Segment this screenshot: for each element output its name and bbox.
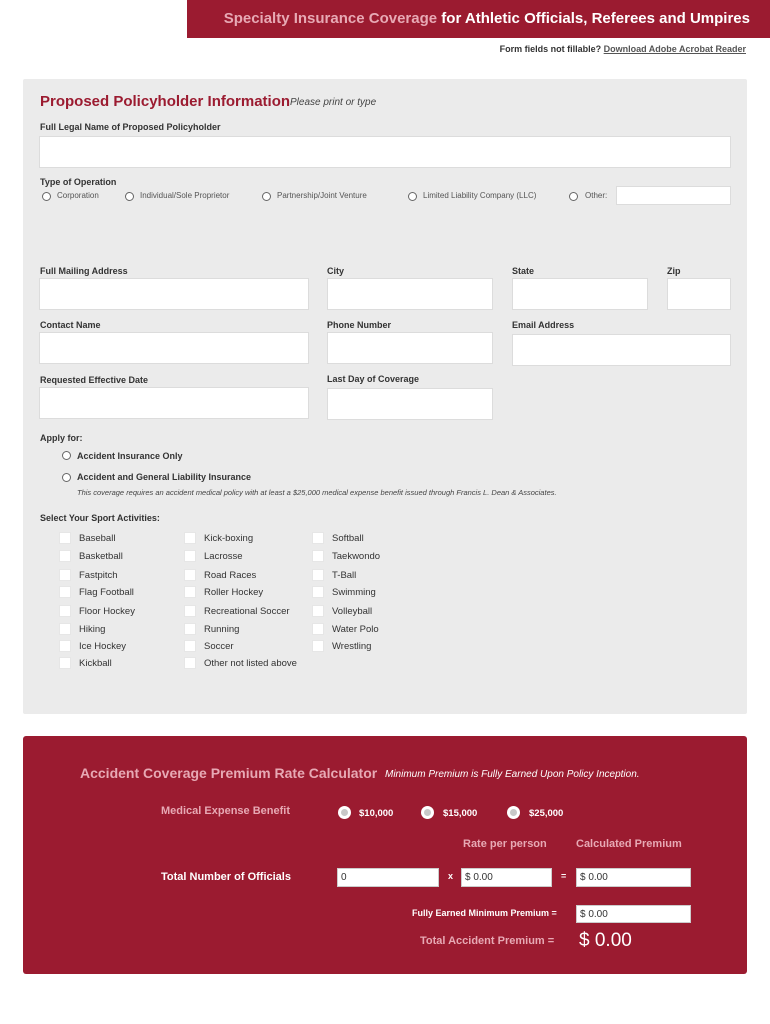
sport-label: Roller Hockey — [204, 587, 264, 598]
download-acrobat-link[interactable]: Download Adobe Acrobat Reader — [603, 44, 746, 54]
total-premium-value: $ 0.00 — [579, 930, 632, 951]
fillable-note-text: Form fields not fillable? — [499, 44, 602, 54]
sport-label: Floor Hockey — [79, 605, 135, 617]
sport-label: Road Races — [204, 570, 257, 581]
sport-label: Kickball — [79, 658, 112, 669]
sport-label: Fastpitch — [79, 570, 118, 581]
operation-radio-llc[interactable] — [408, 192, 417, 201]
sport-item — [312, 569, 422, 583]
sport-item — [184, 623, 314, 637]
sports-label: Select Your Sport Activities: — [40, 513, 160, 523]
sport-item — [59, 569, 179, 583]
sport-checkbox[interactable] — [312, 532, 324, 544]
sport-item — [59, 550, 179, 564]
sport-item — [312, 605, 422, 619]
sport-checkbox[interactable] — [312, 586, 324, 598]
sport-checkbox[interactable] — [184, 605, 196, 617]
legal-name-input[interactable] — [39, 136, 731, 168]
email-label: Email Address — [512, 320, 575, 330]
title-part-officials: for Athletic Officials, Referees and Umpires — [437, 10, 750, 27]
sport-label: Ice Hockey — [79, 641, 126, 652]
sport-label: T-Ball — [332, 570, 357, 581]
operation-option-label: Individual/Sole Proprietor — [140, 191, 230, 200]
sport-item — [184, 550, 314, 564]
operation-label: Type of Operation — [40, 177, 117, 187]
sport-checkbox[interactable] — [184, 550, 196, 562]
min-premium-label: Fully Earned Minimum Premium = — [412, 908, 557, 918]
sport-item — [184, 605, 314, 619]
sport-checkbox[interactable] — [312, 640, 324, 652]
sport-item — [59, 586, 179, 600]
sport-checkbox[interactable] — [59, 623, 71, 635]
sport-item — [184, 532, 314, 546]
benefit-label: Medical Expense Benefit — [161, 805, 290, 817]
phone-input[interactable] — [327, 332, 493, 364]
sport-label: Baseball — [79, 533, 116, 544]
times-sign: x — [448, 871, 454, 881]
benefit-option-label: $10,000 — [359, 808, 394, 819]
sport-checkbox[interactable] — [312, 569, 324, 581]
header-banner — [187, 0, 770, 38]
sport-checkbox[interactable] — [59, 605, 71, 617]
sport-label: Wrestling — [332, 641, 372, 652]
page-title — [224, 10, 750, 27]
officials-label: Total Number of Officials — [161, 871, 291, 883]
operation-radio-corporation[interactable] — [42, 192, 51, 201]
sport-checkbox[interactable] — [59, 640, 71, 652]
city-input[interactable] — [327, 278, 493, 310]
apply-option-label: Accident Insurance Only — [77, 451, 183, 461]
calculated-premium-field: $ 0.00 — [576, 868, 691, 887]
benefit-option-label: $25,000 — [529, 808, 564, 819]
sport-item — [184, 640, 314, 654]
phone-label: Phone Number — [327, 320, 392, 330]
apply-radio-accident-liability[interactable] — [62, 473, 71, 482]
section-title: Proposed Policyholder Information — [40, 93, 291, 110]
sport-checkbox[interactable] — [59, 569, 71, 581]
sport-label: Volleyball — [332, 605, 373, 617]
contact-name-label: Contact Name — [40, 320, 101, 330]
benefit-radio-10000[interactable] — [338, 806, 351, 819]
sport-item — [59, 532, 179, 546]
contact-name-input[interactable] — [39, 332, 309, 364]
effective-date-label: Requested Effective Date — [40, 375, 149, 385]
sport-label: Basketball — [79, 551, 123, 562]
equals-sign: = — [561, 871, 567, 881]
zip-label: Zip — [667, 266, 681, 276]
benefit-radio-25000[interactable] — [507, 806, 520, 819]
zip-input[interactable] — [667, 278, 731, 310]
sport-item — [59, 605, 179, 619]
apply-radio-accident-only[interactable] — [62, 451, 71, 460]
benefit-option-label: $15,000 — [443, 808, 478, 819]
sport-label: Softball — [332, 533, 364, 544]
sport-checkbox[interactable] — [59, 550, 71, 562]
sport-label: Hiking — [79, 623, 106, 635]
sport-label: Lacrosse — [204, 551, 243, 562]
apply-for-label: Apply for: — [40, 433, 83, 443]
section-hint: Please print or type — [290, 97, 377, 108]
mailing-address-label: Full Mailing Address — [40, 266, 128, 276]
city-label: City — [327, 266, 345, 276]
sport-checkbox[interactable] — [59, 586, 71, 598]
total-premium-label: Total Accident Premium = — [420, 935, 555, 947]
sport-checkbox[interactable] — [312, 605, 324, 617]
effective-date-input[interactable] — [39, 387, 309, 419]
legal-name-label: Full Legal Name of Proposed Policyholder — [40, 122, 221, 132]
operation-option-label: Other: — [585, 191, 608, 200]
sport-item — [312, 623, 422, 637]
sport-checkbox[interactable] — [312, 550, 324, 562]
sport-label: Kick-boxing — [204, 533, 254, 544]
operation-other-input[interactable] — [616, 186, 731, 205]
sport-checkbox[interactable] — [184, 623, 196, 635]
operation-option-label: Limited Liability Company (LLC) — [423, 191, 537, 200]
operation-radio-individual[interactable] — [125, 192, 134, 201]
mailing-address-input[interactable] — [39, 278, 309, 310]
calculator-subtitle: Minimum Premium is Fully Earned Upon Policy Inception. — [385, 769, 640, 780]
last-day-label: Last Day of Coverage — [327, 374, 420, 384]
sport-checkbox[interactable] — [184, 532, 196, 544]
operation-radio-other[interactable] — [569, 192, 578, 201]
last-day-input[interactable] — [327, 388, 493, 420]
email-input[interactable] — [512, 334, 731, 366]
rate-per-person-field: $ 0.00 — [461, 868, 552, 887]
sport-label: Other not listed above — [204, 658, 297, 669]
sport-item — [312, 532, 422, 546]
sport-label: Swimming — [332, 587, 376, 598]
sport-checkbox[interactable] — [59, 532, 71, 544]
sport-checkbox[interactable] — [184, 657, 196, 669]
sport-checkbox[interactable] — [312, 623, 324, 635]
sport-label: Flag Football — [79, 587, 134, 598]
sport-item — [184, 569, 314, 583]
operation-radio-partnership[interactable] — [262, 192, 271, 201]
min-premium-field: $ 0.00 — [576, 905, 691, 923]
operation-option-label: Partnership/Joint Venture — [277, 191, 367, 200]
calculator-title: Accident Coverage Premium Rate Calculator — [80, 765, 378, 781]
sport-checkbox[interactable] — [59, 657, 71, 669]
apply-note: This coverage requires an accident medical policy with at least a $25,000 medical expense benefit issued through Francis L. Dean & Associates. — [77, 488, 557, 497]
sport-item — [312, 586, 422, 600]
fillable-note — [500, 44, 746, 54]
state-input[interactable] — [512, 278, 648, 310]
state-label: State — [512, 266, 535, 276]
sport-item — [184, 586, 314, 600]
premium-header: Calculated Premium — [576, 838, 682, 850]
sport-label: Running — [204, 623, 240, 635]
sport-label: Recreational Soccer — [204, 605, 290, 617]
sport-item — [184, 657, 314, 671]
officials-count-input[interactable]: 0 — [337, 868, 439, 887]
sport-item — [59, 623, 179, 637]
sport-checkbox[interactable] — [184, 569, 196, 581]
sport-item — [59, 657, 179, 671]
sport-label: Soccer — [204, 641, 234, 652]
sport-checkbox[interactable] — [184, 586, 196, 598]
benefit-radio-15000[interactable] — [421, 806, 434, 819]
title-part-specialty: Specialty Insurance Coverage — [223, 10, 438, 27]
sport-checkbox[interactable] — [184, 640, 196, 652]
sport-label: Taekwondo — [332, 551, 381, 562]
apply-option-label: Accident and General Liability Insurance — [77, 472, 252, 482]
operation-option-label: Corporation — [57, 191, 99, 200]
sport-item — [59, 640, 179, 654]
sport-item — [312, 640, 422, 654]
sport-label: Water Polo — [332, 623, 379, 635]
sport-item — [312, 550, 422, 564]
rate-header: Rate per person — [463, 838, 547, 850]
